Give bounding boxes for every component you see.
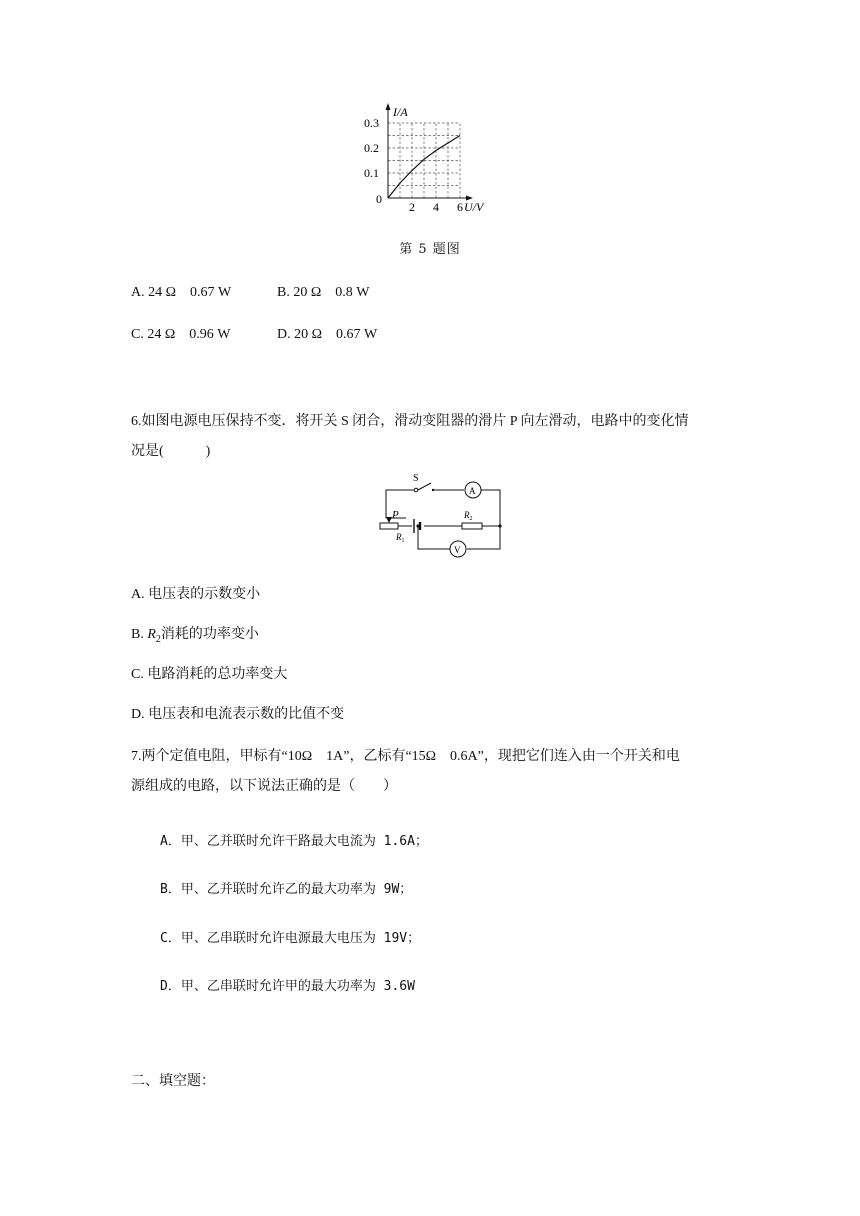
q7-option-d[interactable]: D．甲、乙串联时允许甲的最大功率为 3.6W xyxy=(160,979,415,994)
q7-stem-line-2: 源组成的电路，以下说法正确的是（ ） xyxy=(131,779,397,794)
ammeter-label: A xyxy=(469,486,476,496)
q6-option-d[interactable]: D. 电压表和电流表示数的比值不变 xyxy=(131,707,345,722)
q7-option-c[interactable]: C．甲、乙串联时允许电源最大电压为 19V； xyxy=(160,931,421,946)
circuit-svg xyxy=(376,470,506,560)
q5-option-b[interactable]: B. 20 Ω 0.8 W xyxy=(277,285,370,300)
junction-dot xyxy=(498,524,501,527)
switch-blade xyxy=(418,483,431,490)
switch-label: S xyxy=(413,473,419,484)
voltmeter-label: V xyxy=(454,545,461,555)
q5-option-d[interactable]: D. 20 Ω 0.67 W xyxy=(277,327,378,342)
x-axis-label: U/V xyxy=(464,200,484,214)
switch-contact-left xyxy=(414,488,418,492)
q6-option-b-sub: 2 xyxy=(155,633,161,645)
q6-option-c[interactable]: C. 电路消耗的总功率变大 xyxy=(131,667,288,682)
q5-option-a[interactable]: A. 24 Ω 0.67 W xyxy=(131,285,232,300)
iu-graph xyxy=(360,100,510,220)
q6-stem-line-2: 况是( ) xyxy=(131,444,211,459)
section-heading-fill-in: 二、填空题： xyxy=(131,1074,215,1089)
r1-label: $R_1$ xyxy=(396,532,405,544)
q6-stem-line-1: 6.如图电源电压保持不变．将开关 S 闭合，滑动变阻器的滑片 P 向左滑动，电路中的变化情 xyxy=(131,414,689,429)
q7-stem xyxy=(131,742,731,802)
origin-label: 0 xyxy=(376,192,382,206)
q5-options-row-1 xyxy=(131,281,369,301)
graph-grid xyxy=(388,123,460,198)
q6-option-b-rest: 消耗的功率变小 xyxy=(160,627,259,642)
r2-resistor xyxy=(462,523,482,529)
junction-dot xyxy=(416,524,419,527)
circuit-diagram xyxy=(376,470,506,560)
wire-left-top xyxy=(386,490,414,518)
y-axis-label: I/A xyxy=(393,105,408,119)
figure-caption: 第 5 题图 xyxy=(399,242,461,257)
q7-option-b[interactable]: B．甲、乙并联时允许乙的最大功率为 9W； xyxy=(160,882,413,897)
q7-stem-line-1: 7.两个定值电阻，甲标有“10Ω 1A”，乙标有“15Ω 0.6A”，现把它们连入由一个开关和电 xyxy=(131,749,680,764)
slider-label: P xyxy=(392,509,399,521)
y-tick-label: 0.1 xyxy=(364,166,379,180)
iu-graph-svg xyxy=(360,100,510,220)
switch-contact-right xyxy=(432,489,434,491)
q6-option-a[interactable]: A. 电压表的示数变小 xyxy=(131,587,261,602)
y-tick-label: 0.2 xyxy=(364,141,379,155)
wire-voltmeter-left xyxy=(418,526,450,549)
x-tick-label: 4 xyxy=(433,200,439,214)
q7-option-a[interactable]: A．甲、乙并联时允许干路最大电流为 1.6A； xyxy=(160,834,428,849)
y-axis-arrow xyxy=(386,103,391,110)
r1-resistor xyxy=(380,523,398,529)
q6-option-b[interactable] xyxy=(131,623,259,645)
q6-stem xyxy=(131,407,731,467)
q6-option-b-prefix: B. xyxy=(131,627,148,642)
q6-option-b-var: R xyxy=(147,627,156,642)
r2-label: $R_2$ xyxy=(464,510,473,522)
x-tick-label: 6 xyxy=(457,200,463,214)
q5-option-c[interactable]: C. 24 Ω 0.96 W xyxy=(131,327,231,342)
x-tick-label: 2 xyxy=(409,200,415,214)
q5-options-row-2 xyxy=(131,323,377,343)
y-tick-label: 0.3 xyxy=(364,116,379,130)
